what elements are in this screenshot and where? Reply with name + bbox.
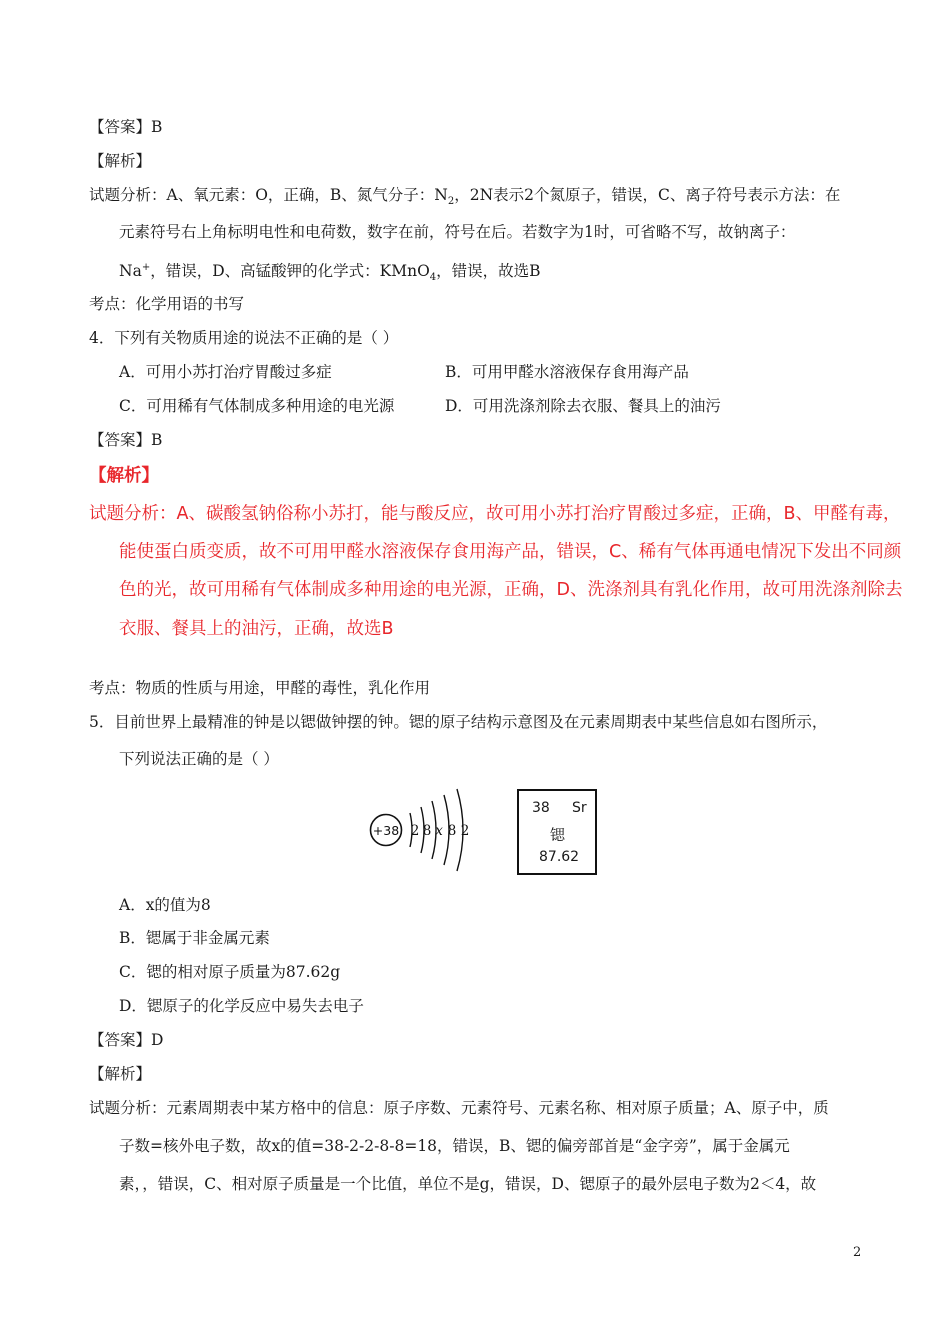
- q4-analysis-line-1: 试题分析：A、碳酸氢钠俗称小苏打，能与酸反应，故可用小苏打治疗胃酸过多症，正确，B、甲醛有毒，: [89, 504, 901, 524]
- page-number: 2: [853, 1245, 862, 1260]
- shell-4-count: 8: [447, 823, 457, 839]
- q3-analysis-title: 【解析】: [89, 152, 152, 170]
- q5-analysis-line-3: 素，，错误，C、相对原子质量是一个比值，单位不是g，错误，D、锶原子的最外层电子数为2＜4，故: [119, 1175, 817, 1193]
- q4-stem: 4．下列有关物质用途的说法不正确的是（ ）: [89, 329, 399, 347]
- q5-option-b: B．锶属于非金属元素: [119, 929, 270, 947]
- element-name: 锶: [550, 826, 566, 844]
- q4-option-b: B．可用甲醛水溶液保存食用海产品: [445, 363, 689, 381]
- q3-answer: 【答案】B: [89, 118, 163, 136]
- q4-option-a: A．可用小苏打治疗胃酸过多症: [119, 363, 332, 381]
- q5-analysis-line-1: 试题分析：元素周期表中某方格中的信息：原子序数、元素符号、元素名称、相对原子质量；A、原子中，质: [89, 1099, 829, 1117]
- shell-2-count: 8: [422, 823, 432, 839]
- q5-answer: 【答案】D: [89, 1031, 164, 1049]
- shell-5-count: 2: [460, 823, 470, 839]
- q4-analysis-line-2: 能使蛋白质变质，故不可用甲醛水溶液保存食用海产品，错误，C、稀有气体再通电情况下发出不同颜: [119, 542, 902, 562]
- periodic-table-tile: [517, 789, 597, 875]
- shell-3-count: x: [435, 823, 443, 839]
- q4-option-d: D．可用洗涤剂除去衣服、餐具上的油污: [445, 397, 721, 415]
- atomic-mass: 87.62: [539, 849, 580, 865]
- element-symbol: Sr: [572, 800, 587, 816]
- q5-option-a: A．x的值为8: [119, 896, 211, 914]
- q3-analysis-line-3: Na+，错误，D、高锰酸钾的化学式：KMnO$_4$，错误，故选B: [119, 261, 541, 284]
- q5-stem-line-1: 5．目前世界上最精准的钟是以锶做钟摆的钟。锶的原子结构示意图及在元素周期表中某些信息如右图所示，: [89, 713, 828, 731]
- q5-analysis-title: 【解析】: [89, 1065, 152, 1083]
- q3-analysis-line-1: 试题分析：A、氧元素：O，正确，B、氮气分子：$N_2$，2N表示2个氮原子，错误，C、离子符号表示方法：在: [89, 186, 841, 208]
- q4-point: 考点：物质的性质与用途，甲醛的毒性，乳化作用: [89, 679, 431, 697]
- atomic-number: 38: [532, 800, 550, 816]
- q4-analysis-title: 【解析】: [89, 466, 159, 486]
- q5-analysis-line-2: 子数=核外电子数，故x的值=38-2-2-8-8=18，错误，B、锶的偏旁部首是“金字旁”，属于金属元: [119, 1137, 790, 1155]
- q4-analysis-line-4: 衣服、餐具上的油污，正确，故选B: [119, 619, 394, 639]
- nucleus-charge: +38: [372, 823, 400, 838]
- atom-structure-diagram: [366, 786, 486, 882]
- q4-answer: 【答案】B: [89, 431, 163, 449]
- q3-point: 考点：化学用语的书写: [89, 295, 245, 313]
- shell-1-count: 2: [410, 823, 420, 839]
- q4-option-c: C．可用稀有气体制成多种用途的电光源: [119, 397, 395, 415]
- q4-analysis-line-3: 色的光，故可用稀有气体制成多种用途的电光源，正确，D、洗涤剂具有乳化作用，故可用洗涤剂除去: [119, 580, 903, 600]
- q3-analysis-line-2: 元素符号右上角标明电性和电荷数，数字在前，符号在后。若数字为1时，可省略不写，故钠离子：: [119, 223, 796, 241]
- q5-option-d: D．锶原子的化学反应中易失去电子: [119, 997, 364, 1015]
- q5-stem-line-2: 下列说法正确的是（ ）: [119, 750, 279, 768]
- q5-option-c: C．锶的相对原子质量为87.62g: [119, 963, 341, 981]
